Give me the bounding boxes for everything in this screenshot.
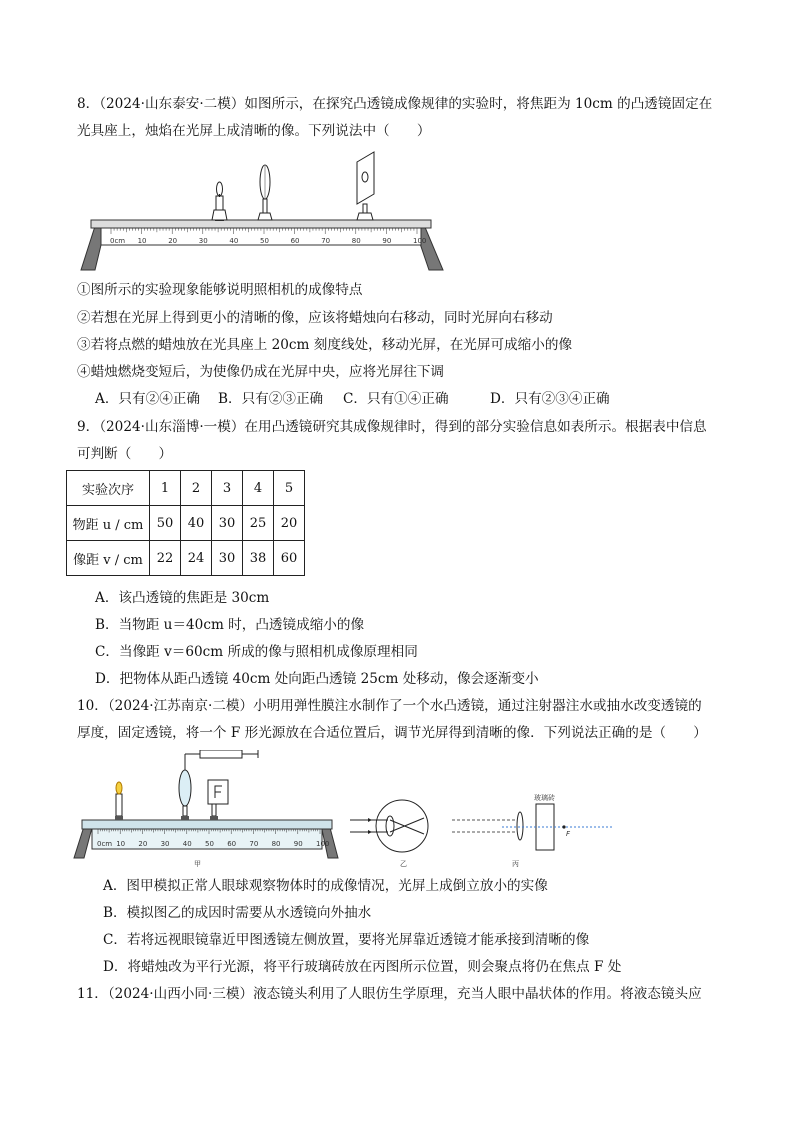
q10-caption-jia: 甲 (194, 860, 201, 868)
table-cell: 24 (181, 541, 212, 576)
q10-stem-line1: 10．（2024·江苏南京·二模）小明用弹性膜注水制作了一个水凸透镜，通过注射器注水或抽水改变透镜的 (77, 698, 702, 714)
q9-option-d: D．把物体从距凸透镜 40cm 处向距凸透镜 25cm 处移动，像会逐渐变小 (95, 671, 539, 687)
ruler-label: 80 (271, 840, 281, 848)
q8-stem-line2: 光具座上，烛焰在光屏上成清晰的像。下列说法中（ ） (77, 123, 431, 139)
ruler-label: 90 (382, 237, 392, 245)
table-cell: 物距 u / cm (67, 506, 150, 541)
table-row (67, 471, 305, 506)
q10-option-b: B．模拟图乙的成因时需要从水透镜向外抽水 (103, 905, 372, 921)
table-cell: 22 (150, 541, 181, 576)
q9-stem-line2: 可判断（ ） (77, 446, 173, 462)
q8-option-b: B．只有②③正确 (218, 391, 324, 407)
q8-statement-4: ④蜡烛燃烧变短后，为使像仍成在光屏中央，应将光屏往下调 (77, 364, 445, 380)
q10-figure (72, 750, 622, 872)
ruler-label: 70 (249, 840, 259, 848)
ruler-label: 50 (260, 237, 269, 245)
table-cell: 25 (243, 506, 274, 541)
ruler-label: 20 (138, 840, 148, 848)
ruler-label: 90 (293, 840, 303, 848)
ruler-label: 30 (198, 237, 208, 245)
ruler-label: 0cm (97, 840, 113, 848)
ruler-label: 10 (116, 840, 126, 848)
q8-optical-bench-figure (77, 148, 447, 278)
table-cell: 40 (181, 506, 212, 541)
table-cell: 5 (274, 471, 305, 506)
table-cell: 1 (150, 471, 181, 506)
table-cell: 50 (150, 506, 181, 541)
ruler-label: 60 (290, 237, 300, 245)
q10-option-a: A．图甲模拟正常人眼球观察物体时的成像情况，光屏上成倒立放小的实像 (103, 878, 548, 894)
table-cell: 60 (274, 541, 305, 576)
q10-caption-bing: 丙 (512, 860, 519, 868)
q8-option-a: A．只有②④正确 (95, 391, 200, 407)
ruler-label: 0cm (110, 237, 126, 245)
table-cell: 4 (243, 471, 274, 506)
q10-option-d: D．将蜡烛改为平行光源，将平行玻璃砖放在丙图所示位置，则会聚点将仍在焦点 F 处 (103, 959, 622, 975)
table-cell: 2 (181, 471, 212, 506)
q9-option-b: B．当物距 u＝40cm 时，凸透镜成缩小的像 (95, 617, 365, 633)
q9-option-c: C．当像距 v＝60cm 所成的像与照相机成像原理相同 (95, 644, 418, 660)
table-cell: 实验次序 (67, 471, 150, 506)
q11-stem-line1: 11．（2024·山西小同·三模）液态镜头利用了人眼仿生学原理，充当人眼中晶状体的作用。将液态镜头应 (77, 986, 702, 1002)
q9-option-a: A．该凸透镜的焦距是 30cm (95, 590, 270, 606)
q8-option-d: D．只有②③④正确 (490, 391, 610, 407)
q10-stem-line2: 厚度，固定透镜，将一个 F 形光源放在合适位置后，调节光屏得到清晰的像．下列说法正确的是（ ） (77, 725, 707, 741)
ruler-label: 70 (321, 237, 331, 245)
q10-caption-glass: 玻璃砖 (534, 794, 555, 802)
ruler-label: 60 (227, 840, 237, 848)
ruler-label: 30 (160, 840, 170, 848)
table-cell: 38 (243, 541, 274, 576)
q8-statement-2: ②若想在光屏上得到更小的清晰的像，应该将蜡烛向右移动，同时光屏向右移动 (77, 310, 553, 326)
table-cell: 30 (212, 541, 243, 576)
table-cell: 30 (212, 506, 243, 541)
q8-option-c: C．只有①④正确 (343, 391, 449, 407)
ruler-label: 100 (316, 840, 330, 848)
ruler-label: 40 (182, 840, 192, 848)
table-cell: 像距 v / cm (67, 541, 150, 576)
q10-option-c: C．若将远视眼镜靠近甲图透镜左侧放置，要将光屏靠近透镜才能承接到清晰的像 (103, 932, 590, 948)
table-cell: 20 (274, 506, 305, 541)
ruler-label: 80 (351, 237, 361, 245)
table-row (67, 541, 305, 576)
ruler-label: 50 (205, 840, 214, 848)
ruler-label: 100 (413, 237, 427, 245)
table-cell: 3 (212, 471, 243, 506)
q8-statement-1: ①图所示的实验现象能够说明照相机的成像特点 (77, 282, 363, 298)
q8-stem-line1: 8．（2024·山东泰安·二模）如图所示，在探究凸透镜成像规律的实验时，将焦距为 10cm 的凸透镜固定在 (77, 96, 713, 112)
ruler-label: 40 (229, 237, 239, 245)
q8-statement-3: ③若将点燃的蜡烛放在光具座上 20cm 刻度线处，移动光屏，在光屏可成缩小的像 (77, 337, 573, 353)
table-row (67, 506, 305, 541)
ruler-label: 10 (137, 237, 147, 245)
q9-stem-line1: 9．（2024·山东淄博·一模）在用凸透镜研究其成像规律时，得到的部分实验信息如表所示。根据表中信息 (77, 419, 707, 435)
ruler-label: 20 (168, 237, 178, 245)
q9-data-table (66, 470, 305, 576)
q10-focus-label: F (566, 830, 571, 838)
q10-caption-yi: 乙 (400, 860, 407, 868)
